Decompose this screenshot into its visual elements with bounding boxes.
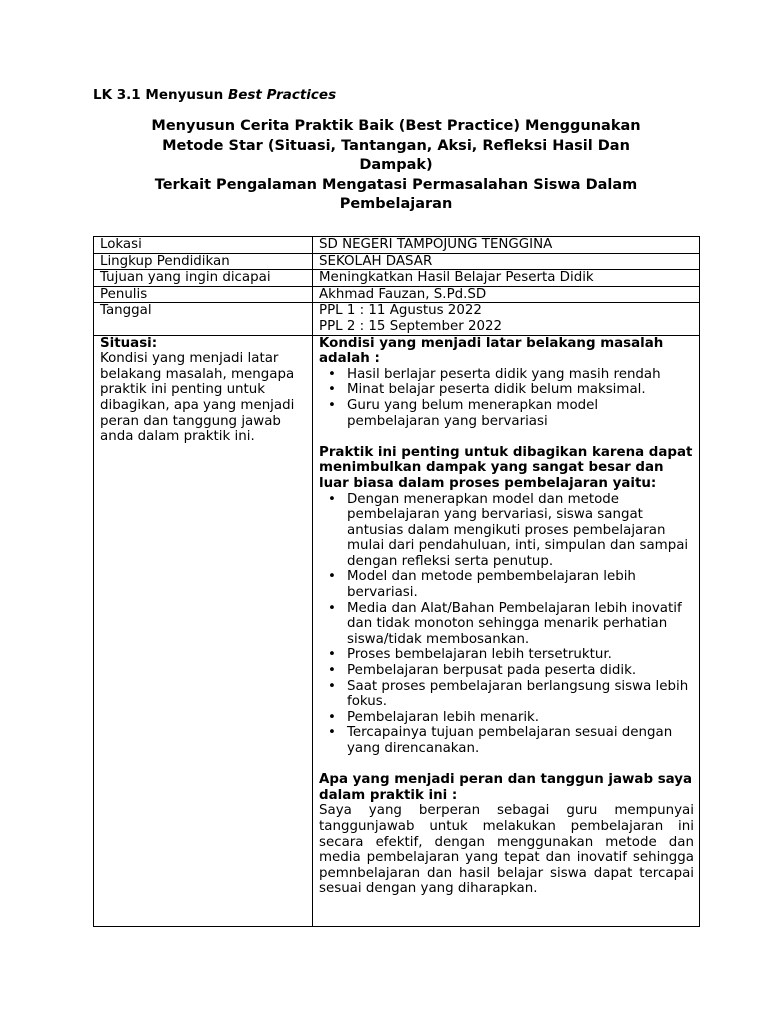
list-item: • Pembelajaran berpusat pada peserta didik.	[347, 663, 694, 679]
table-row	[94, 237, 700, 254]
section3-heading: Apa yang menjadi peran dan tanggun jawab saya dalam praktik ini :	[319, 772, 693, 803]
row-value-tanggal	[313, 303, 700, 335]
row-label-tujuan: Tujuan yang ingin dicapai	[94, 270, 313, 287]
row-label-tanggal: Tanggal	[94, 303, 313, 335]
heading-prefix: LK 3.1 Menyusun	[93, 87, 228, 103]
list-item: • Minat belajar peserta didik belum maksimal.	[347, 382, 694, 398]
section2-heading-line1: Praktik ini penting untuk dibagikan karena dapat	[319, 444, 693, 460]
list-item: • Tercapainya tujuan pembelajaran sesuai dengan yang direncanakan.	[347, 725, 694, 756]
section1-heading: Kondisi yang menjadi latar belakang masalah adalah :	[319, 335, 664, 367]
list-item: • Dengan menerapkan model dan metode pembelajaran yang bervariasi, siswa sangat antusias dalam mengikuti proses pembelajaran mulai dari pendahuluan, inti, simpulan dan sampai dengan refleksi serta penutup.	[347, 492, 694, 570]
table-row-situasi	[94, 335, 700, 926]
section2-heading-line2: menimbulkan dampak yang sangat besar dan luar biasa dalam proses pembelajaran yaitu:	[319, 460, 664, 491]
list-item: • Hasil berlajar peserta didik yang masih rendah	[347, 367, 694, 383]
title-line: Metode Star (Situasi, Tantangan, Aksi, Refleksi Hasil Dan	[162, 137, 630, 154]
list-item: • Pembelajaran lebih menarik.	[347, 710, 694, 726]
table-row	[94, 286, 700, 303]
heading-italic: Best Practices	[227, 87, 337, 103]
row-label-lingkup: Lingkup Pendidikan	[94, 253, 313, 270]
document-title	[93, 117, 699, 215]
list-item: • Saat proses pembelajaran berlangsung siswa lebih fokus.	[347, 679, 694, 710]
row-value-lokasi: SD NEGERI TAMPOJUNG TENGGINA	[313, 237, 700, 254]
worksheet-heading	[93, 87, 336, 103]
section3-text: Saya yang berperan sebagai guru mempunyai tanggunjawab untuk melakukan pembelajaran ini secara efektif, dengan menggunakan metode dan media pembelajaran yang tepat dan inovatif sehingga pemnbelajaran dan hasil belajar siswa dapat tercapai sesuai dengan yang diharapkan.	[319, 803, 694, 897]
section2-list	[319, 492, 694, 757]
title-line: Pembelajaran	[339, 196, 453, 212]
section1-list	[319, 367, 694, 429]
list-item: • Model dan metode pembembelajaran lebih bervariasi.	[347, 569, 694, 600]
table-row	[94, 270, 700, 287]
list-item: • Proses bembelajaran lebih tersetruktur.	[347, 647, 694, 663]
title-line: Dampak)	[359, 157, 433, 173]
situasi-description: Kondisi yang menjadi latar belakang masalah, mengapa praktik ini penting untuk dibagikan, apa yang menjadi peran dan tanggung jawab anda dalam praktik ini.	[100, 351, 295, 445]
tanggal-ppl1: PPL 1 : 11 Agustus 2022	[319, 303, 482, 319]
list-item: • Guru yang belum menerapkan model pembelajaran yang bervariasi	[347, 398, 694, 429]
row-label-lokasi: Lokasi	[94, 237, 313, 254]
title-line: Menyusun Cerita Praktik Baik (Best Practice) Menggunakan	[151, 118, 641, 134]
tanggal-ppl2: PPL 2 : 15 September 2022	[319, 318, 503, 334]
table-row	[94, 303, 700, 335]
situasi-label: Situasi:	[100, 335, 158, 351]
row-value-tujuan: Meningkatkan Hasil Belajar Peserta Didik	[313, 270, 700, 287]
list-item: • Media dan Alat/Bahan Pembelajaran lebih inovatif dan tidak monoton sehingga menarik perhatian siswa/tidak membosankan.	[347, 601, 694, 648]
table-row	[94, 253, 700, 270]
situasi-content-cell	[313, 335, 700, 926]
row-label-penulis: Penulis	[94, 286, 313, 303]
row-value-penulis: Akhmad Fauzan, S.Pd.SD	[313, 286, 700, 303]
situasi-label-cell	[94, 335, 313, 926]
best-practice-table	[93, 236, 700, 927]
title-line: Terkait Pengalaman Mengatasi Permasalahan Siswa Dalam	[154, 176, 638, 193]
row-value-lingkup: SEKOLAH DASAR	[313, 253, 700, 270]
